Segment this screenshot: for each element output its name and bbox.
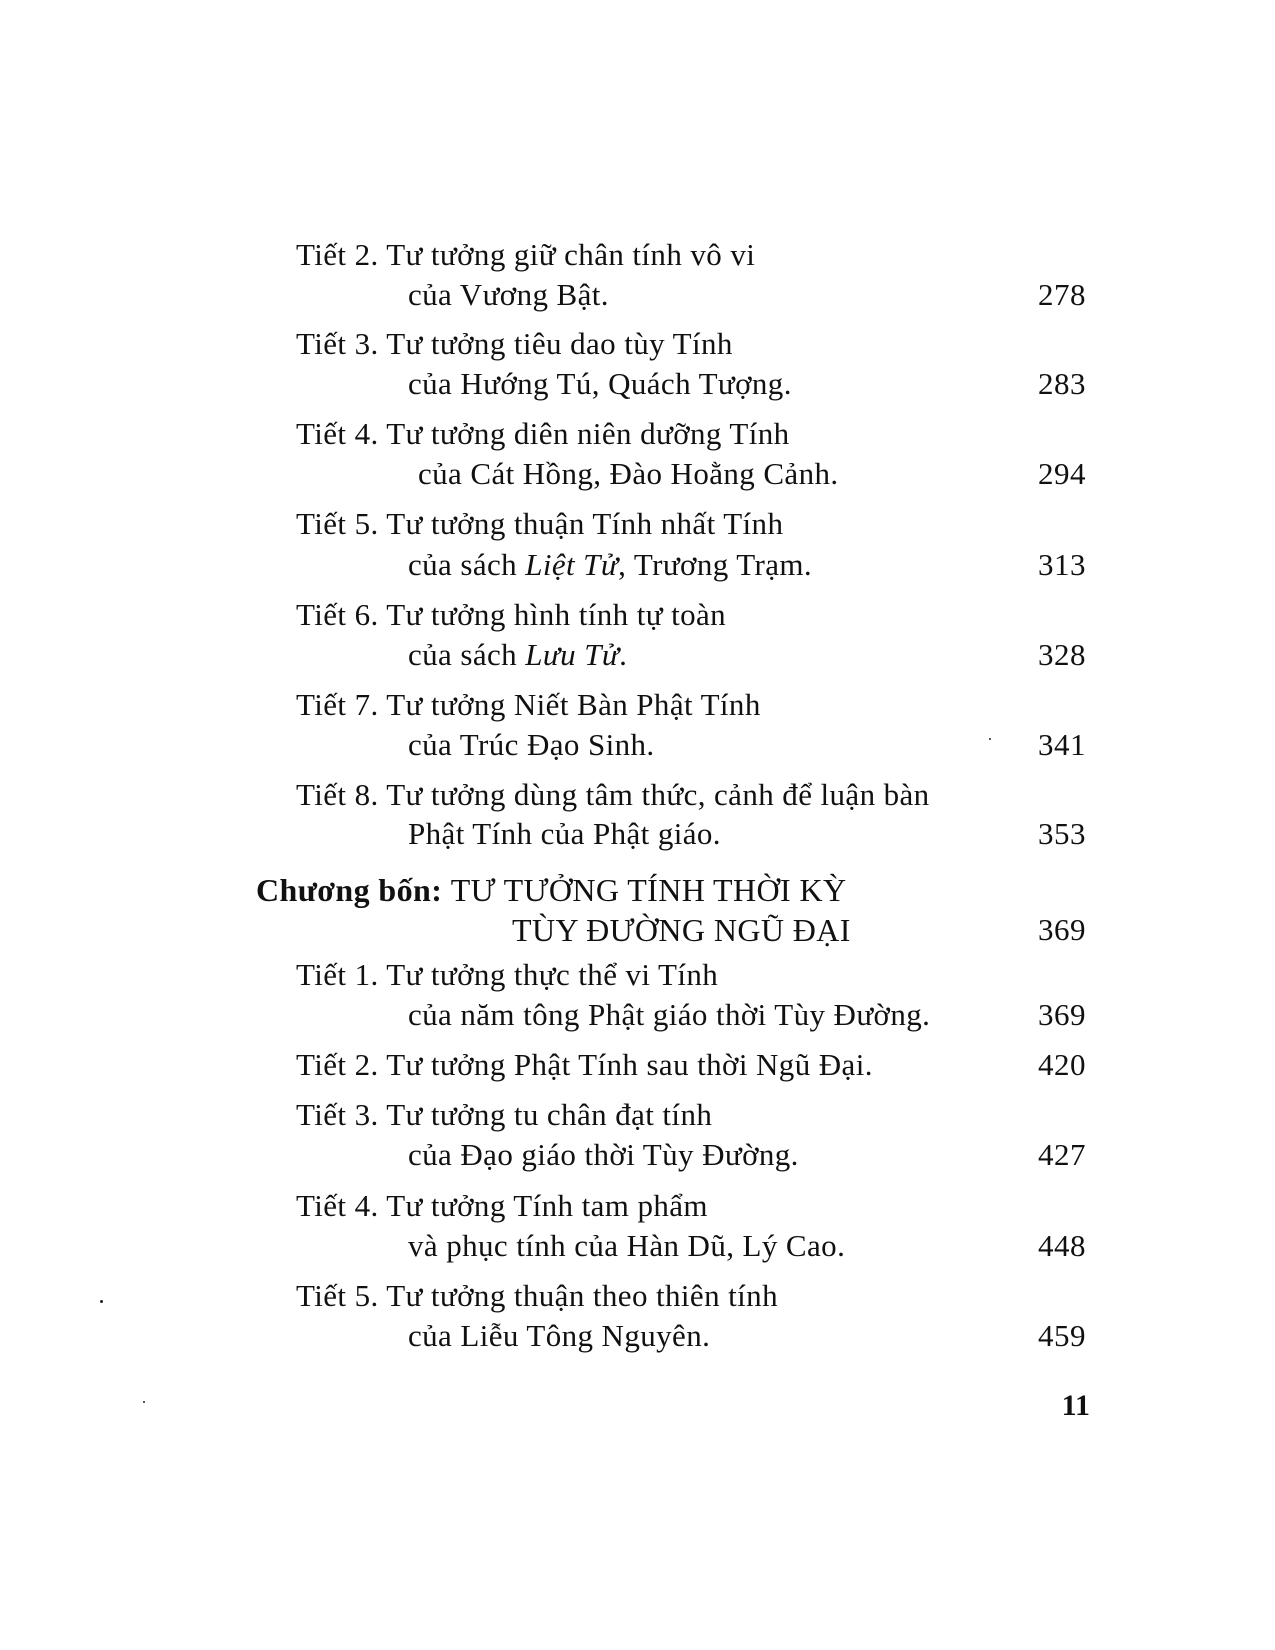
toc-page-number: 353 bbox=[1038, 816, 1086, 851]
toc-entry-lead: Tiết 4. Tư tưởng Tính tam phẩm bbox=[296, 1188, 708, 1223]
book-title-italic: Liệt Tử bbox=[525, 547, 619, 582]
chapter-title-line1: TƯ TƯỞNG TÍNH THỜI KỲ bbox=[450, 872, 847, 908]
toc-page-number: 420 bbox=[1038, 1047, 1086, 1082]
scan-speck bbox=[143, 1401, 145, 1403]
chapter-heading bbox=[256, 871, 847, 909]
toc-entry-lead: Tiết 6. Tư tưởng hình tính tự toàn bbox=[296, 597, 727, 632]
toc-page-number: 459 bbox=[1038, 1318, 1086, 1353]
toc-entry-cont: của năm tông Phật giáo thời Tùy Đường. bbox=[408, 997, 931, 1032]
toc-entry-cont: của Hướng Tú, Quách Tượng. bbox=[408, 366, 792, 401]
toc-page-number: 427 bbox=[1038, 1137, 1086, 1172]
toc-entry-lead: Tiết 8. Tư tưởng dùng tâm thức, cảnh để luận bàn bbox=[296, 777, 930, 812]
toc-entry-cont-suffix: . bbox=[619, 637, 628, 672]
scan-speck bbox=[989, 738, 991, 740]
toc-entry-cont: của Đạo giáo thời Tùy Đường. bbox=[408, 1137, 799, 1172]
toc-entry-lead: Tiết 5. Tư tưởng thuận Tính nhất Tính bbox=[296, 506, 784, 541]
toc-page-number: 328 bbox=[1038, 637, 1086, 672]
toc-entry-lead: Tiết 4. Tư tưởng diên niên dưỡng Tính bbox=[296, 416, 790, 451]
toc-page-number: 341 bbox=[1038, 727, 1086, 762]
toc-entry-cont bbox=[408, 546, 812, 584]
chapter-label: Chương bốn: bbox=[256, 872, 443, 908]
toc-entry-lead: Tiết 5. Tư tưởng thuận theo thiên tính bbox=[296, 1278, 778, 1313]
toc-entry-lead: Tiết 3. Tư tưởng tu chân đạt tính bbox=[296, 1097, 713, 1132]
toc-entry-lead: Tiết 1. Tư tưởng thực thể vi Tính bbox=[296, 957, 719, 992]
toc-entry-cont: và phục tính của Hàn Dũ, Lý Cao. bbox=[408, 1228, 846, 1263]
toc-entry-lead: Tiết 2. Tư tưởng Phật Tính sau thời Ngũ Đại. bbox=[296, 1047, 873, 1082]
toc-entry-cont: của Cát Hồng, Đào Hoằng Cảnh. bbox=[418, 456, 839, 491]
scan-speck bbox=[100, 1300, 103, 1303]
book-title-italic: Lưu Tử bbox=[525, 637, 620, 672]
toc-entry-lead: Tiết 7. Tư tưởng Niết Bàn Phật Tính bbox=[296, 687, 761, 722]
toc-entry-cont: của Vương Bật. bbox=[408, 277, 609, 312]
toc-entry-cont-prefix: của sách bbox=[408, 637, 526, 672]
toc-page-number: 313 bbox=[1038, 547, 1086, 582]
page-number: 11 bbox=[1061, 1389, 1090, 1422]
toc-entry-lead: Tiết 3. Tư tưởng tiêu dao tùy Tính bbox=[296, 326, 733, 361]
toc-entry-cont: của Trúc Đạo Sinh. bbox=[408, 727, 655, 762]
toc-page-number: 283 bbox=[1038, 366, 1086, 401]
toc-entry-cont: của Liễu Tông Nguyên. bbox=[408, 1318, 711, 1353]
chapter-title-line2: TÙY ĐƯỜNG NGŨ ĐẠI bbox=[512, 912, 851, 948]
toc-entry-lead: Tiết 2. Tư tưởng giữ chân tính vô vi bbox=[296, 237, 756, 272]
toc-entry-cont-prefix: của sách bbox=[408, 547, 526, 582]
toc-page-number: 369 bbox=[1038, 912, 1086, 947]
toc-entry-cont-suffix: , Trương Trạm. bbox=[618, 547, 813, 582]
toc-page-number: 294 bbox=[1038, 456, 1086, 491]
toc-entry-cont bbox=[408, 636, 627, 674]
toc-page-number: 278 bbox=[1038, 277, 1086, 312]
toc-page-number: 369 bbox=[1038, 997, 1086, 1032]
toc-page-number: 448 bbox=[1038, 1228, 1086, 1263]
toc-entry-cont: Phật Tính của Phật giáo. bbox=[408, 816, 721, 851]
